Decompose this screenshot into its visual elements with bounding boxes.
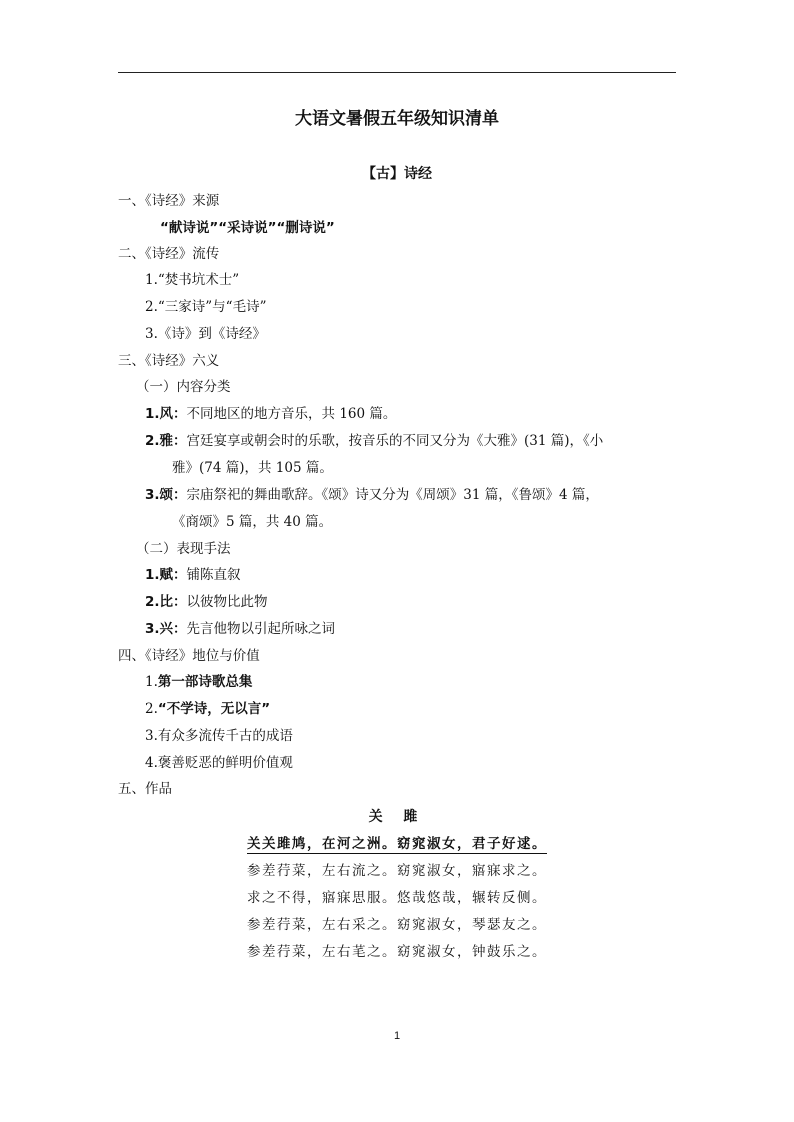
poem-line: 求之不得，寤寐思服。悠哉悠哉，辗转反侧。	[247, 890, 547, 906]
poem-line: 参差荇菜，左右采之。窈窕淑女，琴瑟友之。	[247, 917, 547, 933]
list-item-ya	[145, 432, 603, 450]
list-item: 4.褒善贬恶的鲜明价值观	[145, 755, 293, 771]
heading-1: 一、《诗经》来源	[118, 193, 220, 209]
item-number: 2.	[145, 701, 158, 717]
poem-line: 参差荇菜，左右芼之。窈窕淑女，钟鼓乐之。	[247, 944, 547, 960]
origin-theories: “献诗说”“采诗说”“删诗说”	[160, 220, 335, 236]
heading-2: 二、《诗经》流传	[118, 246, 220, 262]
heading-5: 五、作品	[118, 781, 172, 797]
list-item	[145, 673, 252, 691]
poem-line: 参差荇菜，左右流之。窈窕淑女，寤寐求之。	[247, 863, 547, 879]
list-item-song-cont: 《商颂》5 篇，共 40 篇。	[172, 514, 333, 530]
item-label: 3.兴：	[145, 621, 187, 637]
item-text: 宗庙祭祀的舞曲歌辞。《颂》诗又分为《周颂》31 篇，《鲁颂》4 篇，	[186, 487, 599, 503]
heading-4: 四、《诗经》地位与价值	[118, 648, 260, 664]
header-rule	[118, 72, 676, 73]
item-label: 3.颂：	[145, 487, 187, 503]
section-title: 【古】诗经	[362, 166, 432, 182]
item-label: 2.雅：	[145, 433, 187, 449]
list-item-fu	[145, 566, 241, 584]
item-text: 以彼物比此物	[186, 594, 268, 610]
item-text: 先言他物以引起所咏之词	[186, 621, 336, 637]
list-item-ya-cont: 雅》(74 篇)，共 105 篇。	[172, 460, 333, 476]
heading-3: 三、《诗经》六义	[118, 353, 220, 369]
subheading-technique: （二）表现手法	[136, 541, 231, 557]
item-label: 2.比：	[145, 594, 187, 610]
list-item-bi	[145, 593, 268, 611]
list-item-song	[145, 486, 599, 504]
poem-title: 关 雎	[368, 809, 426, 825]
list-item: 3.《诗》到《诗经》	[145, 326, 266, 342]
list-item	[145, 700, 270, 718]
item-text: “不学诗，无以言”	[157, 701, 271, 717]
page-title: 大语文暑假五年级知识清单	[295, 109, 499, 129]
list-item: 3.有众多流传千古的成语	[145, 728, 293, 744]
poem-line: 关关雎鸠，在河之洲。窈窕淑女，君子好逑。	[247, 836, 547, 852]
item-text: 第一部诗歌总集	[157, 674, 253, 690]
list-item: 1.“焚书坑术士”	[145, 272, 240, 288]
item-label: 1.风：	[145, 406, 187, 422]
item-number: 1.	[145, 674, 158, 690]
item-text: 铺陈直叙	[186, 567, 241, 583]
subheading-content: （一）内容分类	[136, 379, 231, 395]
list-item-feng	[145, 405, 396, 423]
list-item: 2.“三家诗”与“毛诗”	[145, 299, 267, 315]
item-text: 宫廷宴享或朝会时的乐歌，按音乐的不同又分为《大雅》(31 篇)，《小	[186, 433, 604, 449]
item-text: 不同地区的地方音乐，共 160 篇。	[186, 406, 397, 422]
list-item-xing	[145, 620, 335, 638]
page-number: 1	[393, 1030, 401, 1042]
item-label: 1.赋：	[145, 567, 187, 583]
